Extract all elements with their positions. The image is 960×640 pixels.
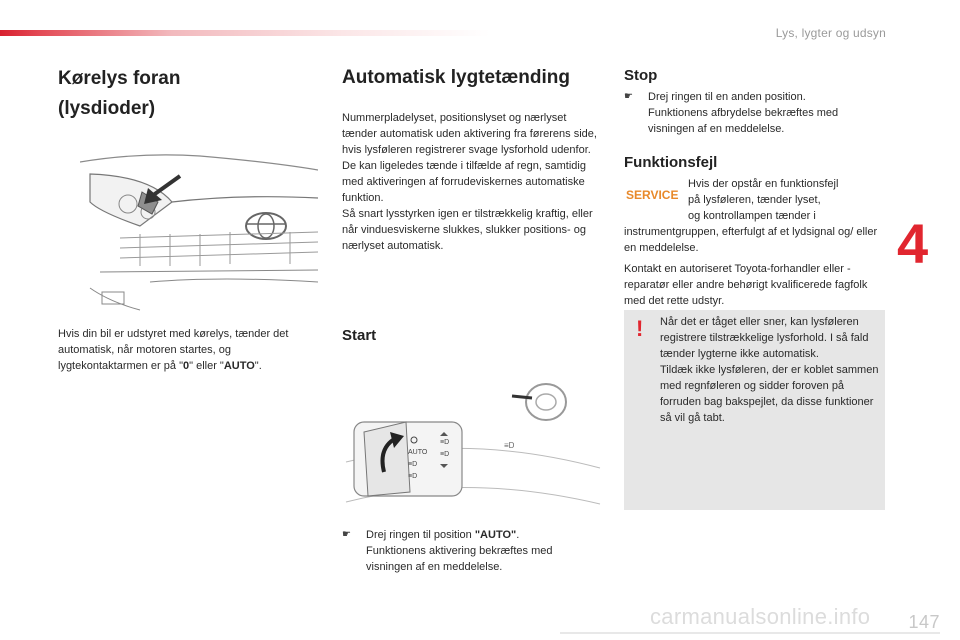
- svg-text:≡D: ≡D: [440, 439, 450, 446]
- stop-instruction: [624, 89, 864, 137]
- start-instruction: [342, 527, 592, 575]
- auto-lights-paragraph: [342, 110, 600, 254]
- text-run: Funktionens aktivering bekræftes med visningen af en meddelelse.: [366, 545, 553, 573]
- stop-instruction-body: [648, 89, 868, 137]
- footer-rule: [560, 632, 940, 634]
- daytime-lights-paragraph: [58, 326, 308, 374]
- page-number: 147: [908, 612, 940, 632]
- text-run: Hvis der opstår en funktionsfejl: [688, 178, 839, 190]
- svg-text:≡D: ≡D: [440, 451, 450, 458]
- text-run: på lysføleren, tænder lyset,: [688, 194, 821, 206]
- title-line-2: (lysdioder): [58, 98, 156, 119]
- text-run: " eller ": [189, 360, 224, 372]
- watermark: carmanualsonline.info: [650, 604, 871, 629]
- paragraph-2: Så snart lysstyrken igen er tilstrækkelig kraftig, eller når vinduesviskerne slukkes, slukker positions- og nærlyset automatisk.: [342, 208, 593, 252]
- warning-text: [660, 314, 882, 426]
- section-title-start: Start: [342, 327, 377, 344]
- fault-paragraph-cont: instrumentgruppen, efterfulgt af et lydsignal og/ eller en meddelelse.: [624, 226, 878, 254]
- section-title-daytime-lights: [58, 64, 288, 124]
- position-auto-label: AUTO: [223, 360, 255, 372]
- auto-position-label: "AUTO": [474, 529, 517, 541]
- text-run: Funktionens afbrydelse bekræftes med visningen af en meddelelse.: [648, 107, 839, 135]
- text-run: ".: [254, 360, 262, 372]
- text-run: .: [516, 529, 520, 541]
- chapter-title: Lys, lygter og udsyn: [775, 26, 886, 40]
- section-title-fault: Funktionsfejl: [624, 154, 718, 171]
- chapter-number: 4: [897, 212, 929, 275]
- contact-dealer-paragraph: Kontakt en autoriseret Toyota-forhandler eller -reparatør eller andre behørigt kvalificerede fagfolk med det rette udstyr.: [624, 263, 868, 307]
- start-instruction-body: [366, 527, 596, 575]
- paragraph-1: Nummerpladelyset, positionslyset og nærlyset tænder automatisk uden aktivering fra førerens side, hvis lysføleren registrerer svage lysforhold udenfor. De kan ligeledes tænde i tilfælde af regn, samtidig med aktiveringen af forrudeviskernes automatiske funktion.: [342, 112, 597, 204]
- svg-text:AUTO: AUTO: [408, 449, 428, 456]
- section-title-auto-lights: Automatisk lygtetænding: [342, 67, 571, 88]
- header-accent-bar: [0, 30, 490, 36]
- text-run: Drej ringen til position: [366, 529, 475, 541]
- svg-text:≡D: ≡D: [504, 441, 515, 450]
- service-warning-icon: [624, 184, 680, 204]
- fault-paragraph-start: [688, 176, 878, 224]
- svg-text:≡D: ≡D: [408, 473, 418, 480]
- pointing-hand-icon: ☛: [624, 91, 633, 102]
- light-stalk-illustration: [344, 392, 602, 512]
- text-run: Hvis din bil er udstyret med kørelys, tænder det automatisk, når motoren startes, og lygtekontaktarmen er på ": [58, 328, 289, 372]
- warning-paragraph-1: Når det er tåget eller sner, kan lysføleren registrere tilstrækkelige lysforhold. I så fald tænder lygterne ikke automatisk.: [660, 316, 869, 360]
- service-icon-label: SERVICE: [626, 188, 679, 202]
- warning-paragraph-2: Tildæk ikke lysføleren, der er koblet sammen med regnføleren og sidder foroven på forruden bag bakspejlet, da disse funktioner så vil gå tabt.: [660, 364, 879, 424]
- car-front-illustration: [80, 142, 318, 318]
- text-run: og kontrollampen tænder i: [688, 210, 816, 222]
- position-0-label: 0: [182, 360, 190, 372]
- section-title-stop: Stop: [624, 67, 658, 84]
- svg-text:≡D: ≡D: [408, 461, 418, 468]
- title-line-1: Kørelys foran: [58, 68, 181, 89]
- pointing-hand-icon: ☛: [342, 529, 351, 540]
- text-run: Drej ringen til en anden position.: [648, 91, 806, 103]
- warning-exclamation-icon: !: [636, 316, 644, 341]
